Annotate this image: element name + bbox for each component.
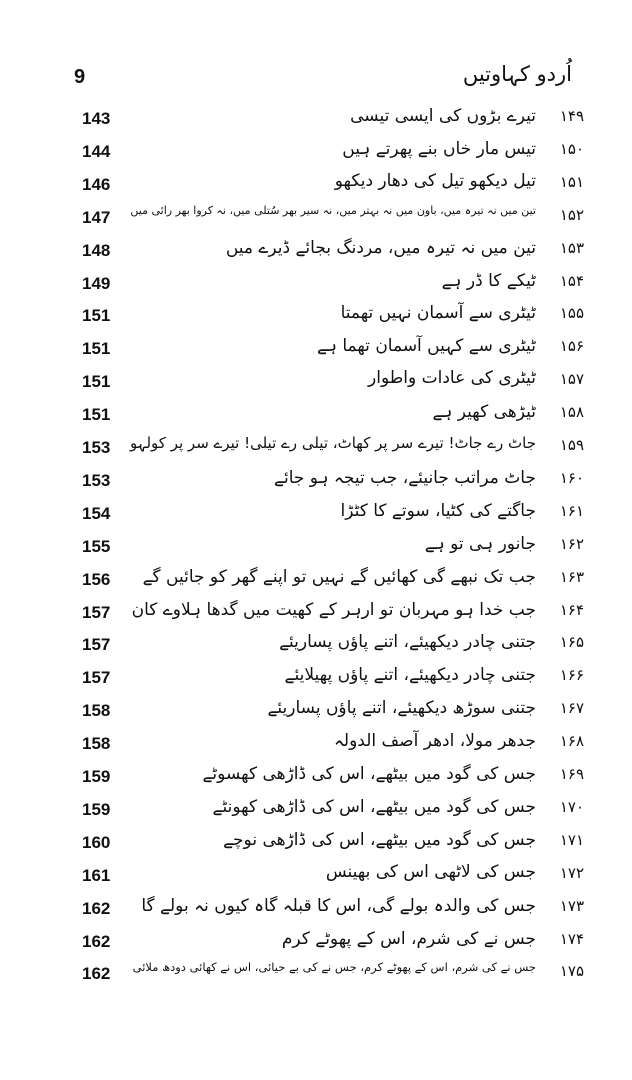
- toc-entry-title: تیرے بڑوں کی ایسی تیسی: [350, 106, 536, 126]
- toc-entry-number: ۱۶۱: [559, 501, 584, 520]
- toc-entry: [0, 960, 632, 993]
- toc-entry-title: ٹیٹری کی عادات واطوار: [368, 368, 536, 389]
- toc-entry-number: ۱۵۱: [559, 172, 584, 191]
- toc-entry: [0, 862, 632, 895]
- toc-entry-number: ۱۷۲: [559, 863, 584, 882]
- toc-entry-title: تیس مار خاں بنے پھرتے ہیں: [342, 138, 536, 159]
- toc-entry-title: ٹیکے کا ڈر ہے: [441, 270, 536, 291]
- toc-entry-title: جاٹ مراتب جانیئے، جب تیجہ ہو جائے: [274, 467, 536, 488]
- book-title: اُردو کہاوتیں: [462, 62, 572, 86]
- toc-page-number: 154: [82, 503, 111, 523]
- toc-entry-title: جتنی چادر دیکھیئے، اتنے پاؤں پساریئے: [279, 632, 536, 653]
- toc-entry: [0, 401, 632, 434]
- toc-entry-title: تیل دیکھو تیل کی دھار دیکھو: [334, 170, 536, 191]
- toc-entry-title: ٹیٹری سے کہیں آسمان تھما ہے: [317, 336, 536, 357]
- toc-entry-number: ۱۷۴: [559, 929, 584, 948]
- toc-entry-number: ۱۵۳: [559, 238, 584, 257]
- toc-page-number: 162: [82, 964, 111, 984]
- toc-entry: [0, 368, 632, 401]
- toc-page-number: 158: [82, 734, 111, 754]
- toc-page-number: 143: [82, 109, 111, 128]
- toc-page-number: 157: [82, 668, 111, 688]
- toc-entry-number: ۱۶۳: [559, 567, 584, 586]
- toc-entry: [0, 335, 632, 368]
- toc-page-number: 160: [82, 832, 111, 852]
- toc-entry-number: ۱۵۲: [559, 205, 584, 224]
- toc-entry: [0, 204, 632, 237]
- toc-page-number: 162: [82, 898, 111, 918]
- toc-entry-title: جاٹ رے جاٹ! تیرے سر پر کھاٹ، تیلی رے تیلی! تیرے سر پر کولہو: [129, 434, 536, 452]
- toc-entry-title: جدھر مولا، ادھر آصف الدولہ: [333, 731, 536, 752]
- toc-entry-number: ۱۶۵: [559, 633, 584, 652]
- toc-entry-title: جس نے کی شرم، اس کے پھوٹے کرم: [281, 928, 536, 949]
- toc-entry-number: ۱۵۵: [559, 304, 584, 323]
- toc-entry-title: جانور ہی تو ہے: [424, 533, 536, 554]
- toc-entry: [0, 533, 632, 566]
- toc-entry: [0, 105, 632, 138]
- toc-entry-number: ۱۵۸: [559, 403, 584, 422]
- toc-entry: [0, 467, 632, 500]
- toc-page-number: 155: [82, 536, 111, 556]
- toc-entry-title: جتنی چادر دیکھیئے، اتنے پاؤں پھیلایئے: [284, 665, 536, 686]
- toc-page-number: 146: [82, 174, 111, 194]
- toc-page-number: 151: [82, 405, 111, 425]
- toc-entry: [0, 631, 632, 664]
- toc-entry-number: ۱۷۱: [559, 830, 584, 849]
- toc-entry-title: جب تک نبھے گی کھائیں گے نہیں تو اپنے گھر کو جائیں گے: [142, 566, 536, 587]
- toc-entry: [0, 237, 632, 270]
- toc-page-number: 147: [82, 207, 111, 227]
- toc-entry-number: ۱۴۹: [559, 107, 584, 125]
- toc-entry-number: ۱۵۰: [559, 139, 584, 158]
- toc-entry-number: ۱۷۳: [559, 896, 584, 915]
- toc-entry-number: ۱۵۷: [559, 370, 584, 389]
- toc-entry-title: جس کی لاٹھی اس کی بھینس: [325, 861, 536, 882]
- toc-entry: [0, 895, 632, 928]
- toc-entry-title: جس کی گود میں بیٹھے، اس کی ڈاڑھی کھونٹے: [212, 796, 536, 817]
- toc-entry: [0, 697, 632, 730]
- toc-entry: [0, 270, 632, 303]
- toc-entry: [0, 171, 632, 204]
- toc-entry-number: ۱۶۹: [559, 765, 584, 783]
- toc-entry: [0, 138, 632, 171]
- toc-entry: [0, 730, 632, 763]
- toc-entry-title: جس نے کی شرم، اس کے پھوٹے کرم، جس نے کی بے حیائی، اس نے کھائی دودھ ملائی: [132, 960, 536, 975]
- toc-entry-number: ۱۷۵: [559, 962, 584, 981]
- page-number: 9: [74, 66, 86, 88]
- toc-entry-number: ۱۶۲: [559, 534, 584, 553]
- toc-entry-title: جاگتے کی کٹیا، سوتے کا کٹڑا: [340, 500, 536, 521]
- toc-page-number: 153: [82, 470, 111, 490]
- toc-page-number: 161: [82, 865, 111, 885]
- toc-entry: [0, 928, 632, 961]
- toc-entry: [0, 664, 632, 697]
- toc-page-number: 156: [82, 569, 111, 589]
- toc-entry-title: ٹیڑھی کھیر ہے: [432, 402, 536, 423]
- toc-entry-title: تین میں نہ تیرہ میں، باون میں نہ بہتر میں، نہ سیر بھر سُتلی میں، نہ کروا بھر رائی میں: [130, 203, 536, 217]
- toc-entry: [0, 434, 632, 467]
- toc-entry-title: جتنی سوڑھ دیکھیئے، اتنے پاؤں پساریئے: [267, 698, 536, 719]
- toc-entry-title: جس کی والدہ بولے گی، اس کا قبلہ گاہ کیوں نہ بولے گا: [141, 895, 536, 916]
- toc-entry-title: ٹیٹری سے آسمان نہیں تھمتا: [340, 303, 536, 324]
- toc-entry-number: ۱۶۷: [559, 699, 584, 718]
- toc-entry-title: جس کی گود میں بیٹھے، اس کی ڈاڑھی نوچے: [223, 829, 536, 850]
- toc-entry-number: ۱۷۰: [559, 797, 584, 816]
- toc-page-number: 157: [82, 635, 111, 655]
- toc-page-number: 149: [82, 273, 111, 293]
- toc-entry-number: ۱۶۰: [559, 468, 584, 487]
- toc-entry: [0, 796, 632, 829]
- toc-page-number: 153: [82, 438, 111, 457]
- toc-page-number: 159: [82, 767, 111, 786]
- toc-entry: [0, 302, 632, 335]
- toc-entry: [0, 829, 632, 862]
- toc-entry-number: ۱۶۶: [559, 666, 584, 685]
- toc-page-number: 157: [82, 602, 111, 622]
- toc-entry: [0, 566, 632, 599]
- toc-entry-number: ۱۵۹: [559, 436, 584, 454]
- toc-entry-number: ۱۵۴: [559, 271, 584, 290]
- toc-entry: [0, 500, 632, 533]
- toc-page-number: 148: [82, 240, 111, 260]
- toc-page-number: 151: [82, 306, 111, 326]
- toc-entry-title: جس کی گود میں بیٹھے، اس کی ڈاڑھی کھسوٹے: [202, 764, 536, 784]
- toc-page-number: 151: [82, 339, 111, 359]
- toc-entry: [0, 599, 632, 632]
- toc-page-number: 159: [82, 799, 111, 819]
- toc-page-number: 144: [82, 141, 111, 161]
- toc-page-number: 151: [82, 372, 111, 392]
- toc-page-number: 162: [82, 931, 111, 951]
- toc-entry-number: ۱۶۸: [559, 732, 584, 751]
- toc-entry-number: ۱۵۶: [559, 337, 584, 356]
- toc-entry-title: جب خدا ہو مہربان تو ارہر کے کھیت میں گدھا ہلاوے کان: [131, 599, 536, 620]
- toc-page-number: 158: [82, 701, 111, 721]
- toc-entry-title: تین میں نہ تیرہ میں، مردنگ بجائے ڈیرے میں: [225, 237, 536, 258]
- toc-entry-number: ۱۶۴: [559, 600, 584, 619]
- toc-entry: [0, 763, 632, 796]
